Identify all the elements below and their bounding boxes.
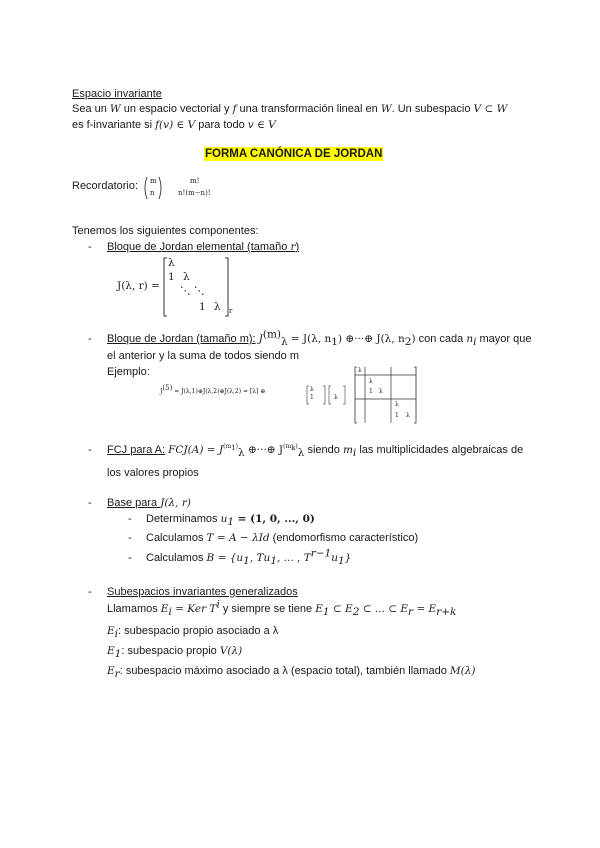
section-heading-espacio-invariante: Espacio invariante [72, 88, 162, 100]
bullet-dash: - [88, 586, 92, 598]
example-small-matrix: λ 1 λ [306, 385, 346, 405]
base-heading: Base para J(λ, r) [107, 497, 191, 509]
bullet-dash: - [88, 497, 92, 509]
ei-definition: $E_i$: subespacio propio asociado a λ [107, 625, 279, 641]
jordan-elemental-matrix: λ 1 λ ⋱ ⋱ 1 λ r [163, 257, 235, 317]
sub-bullet-dash: - [128, 532, 132, 544]
fcj-line-2: los valores propios [107, 467, 199, 479]
recordatorio-label: Recordatorio: [72, 180, 139, 192]
example-formula: $J^{(5)}$ = J(λ,1)⊕J(λ,2)⊕J(λ,2) = [λ] ⊕ [160, 384, 266, 395]
bullet-dash: - [88, 241, 92, 253]
definition-line-1: Sea un W un espacio vectorial y f una transformación lineal en W. Un subespacio V ⊂ W [72, 103, 508, 115]
subespacios-heading: Subespacios invariantes generalizados [107, 586, 298, 598]
ejemplo-label: Ejemplo: [107, 366, 150, 378]
bloque-m-line: Bloque de Jordan (tamaño m): $J^{(m)}_\lambda = J(\lambda$, $n_1$) ⊕···⊕ J(λ, $n_2$) con cada $n_i$ mayor que [107, 328, 532, 349]
bullet-dash: - [88, 444, 92, 456]
subespacios-line-1: Llamamos $E_i$ = Ker $T^i$ y siempre se tiene $E_1$ ⊂ $E_2$ ⊂ ... ⊂ $E_r = E_{r+k}$ [107, 598, 457, 619]
factorial-fraction: m! n!(m−n)! [178, 177, 211, 197]
jordan-matrix-lhs: J(λ, r) = [117, 280, 160, 292]
fcj-line: FCJ para A: $FCJ(A) = J^{(m_1)}_\lambda$ ⊕···⊕ $J^{(m_k)}_\lambda$ siendo $m_i$ las multiplicidades algebraicas de [107, 443, 524, 460]
intro-text: Tenemos los siguientes componentes: [72, 225, 259, 237]
example-big-matrix: λ λ 1 λ λ 1 λ [354, 366, 418, 424]
bloque-m-line-2: el anterior y la suma de todos siendo m [107, 350, 299, 362]
bullet-dash: - [88, 333, 92, 345]
er-definition: $E_r$: subespacio máximo asociado a λ (espacio total), también llamado M(λ) [107, 665, 476, 681]
sub-bullet-dash: - [128, 552, 132, 564]
base-step-2: Calculamos T = A − λId (endomorfismo característico) [146, 532, 419, 544]
base-step-3: Calculamos $B = \{u_1$, $Tu_1$, ... , $T^{r-1}u_1$} [146, 547, 352, 568]
base-step-1: Determinamos $u_1 = (1$, 0, ..., 0) [146, 513, 315, 529]
page-title: FORMA CANÓNICA DE JORDAN [205, 148, 383, 160]
bloque-elemental-heading: Bloque de Jordan elemental (tamaño r) [107, 241, 300, 253]
definition-line-2: es f-invariante si f(v) ∈ V para todo v ∈ V [72, 119, 276, 131]
sub-bullet-dash: - [128, 513, 132, 525]
binomial-coefficient: m n [142, 175, 164, 201]
e1-definition: $E_1$: subespacio propio V(λ) [107, 645, 243, 661]
